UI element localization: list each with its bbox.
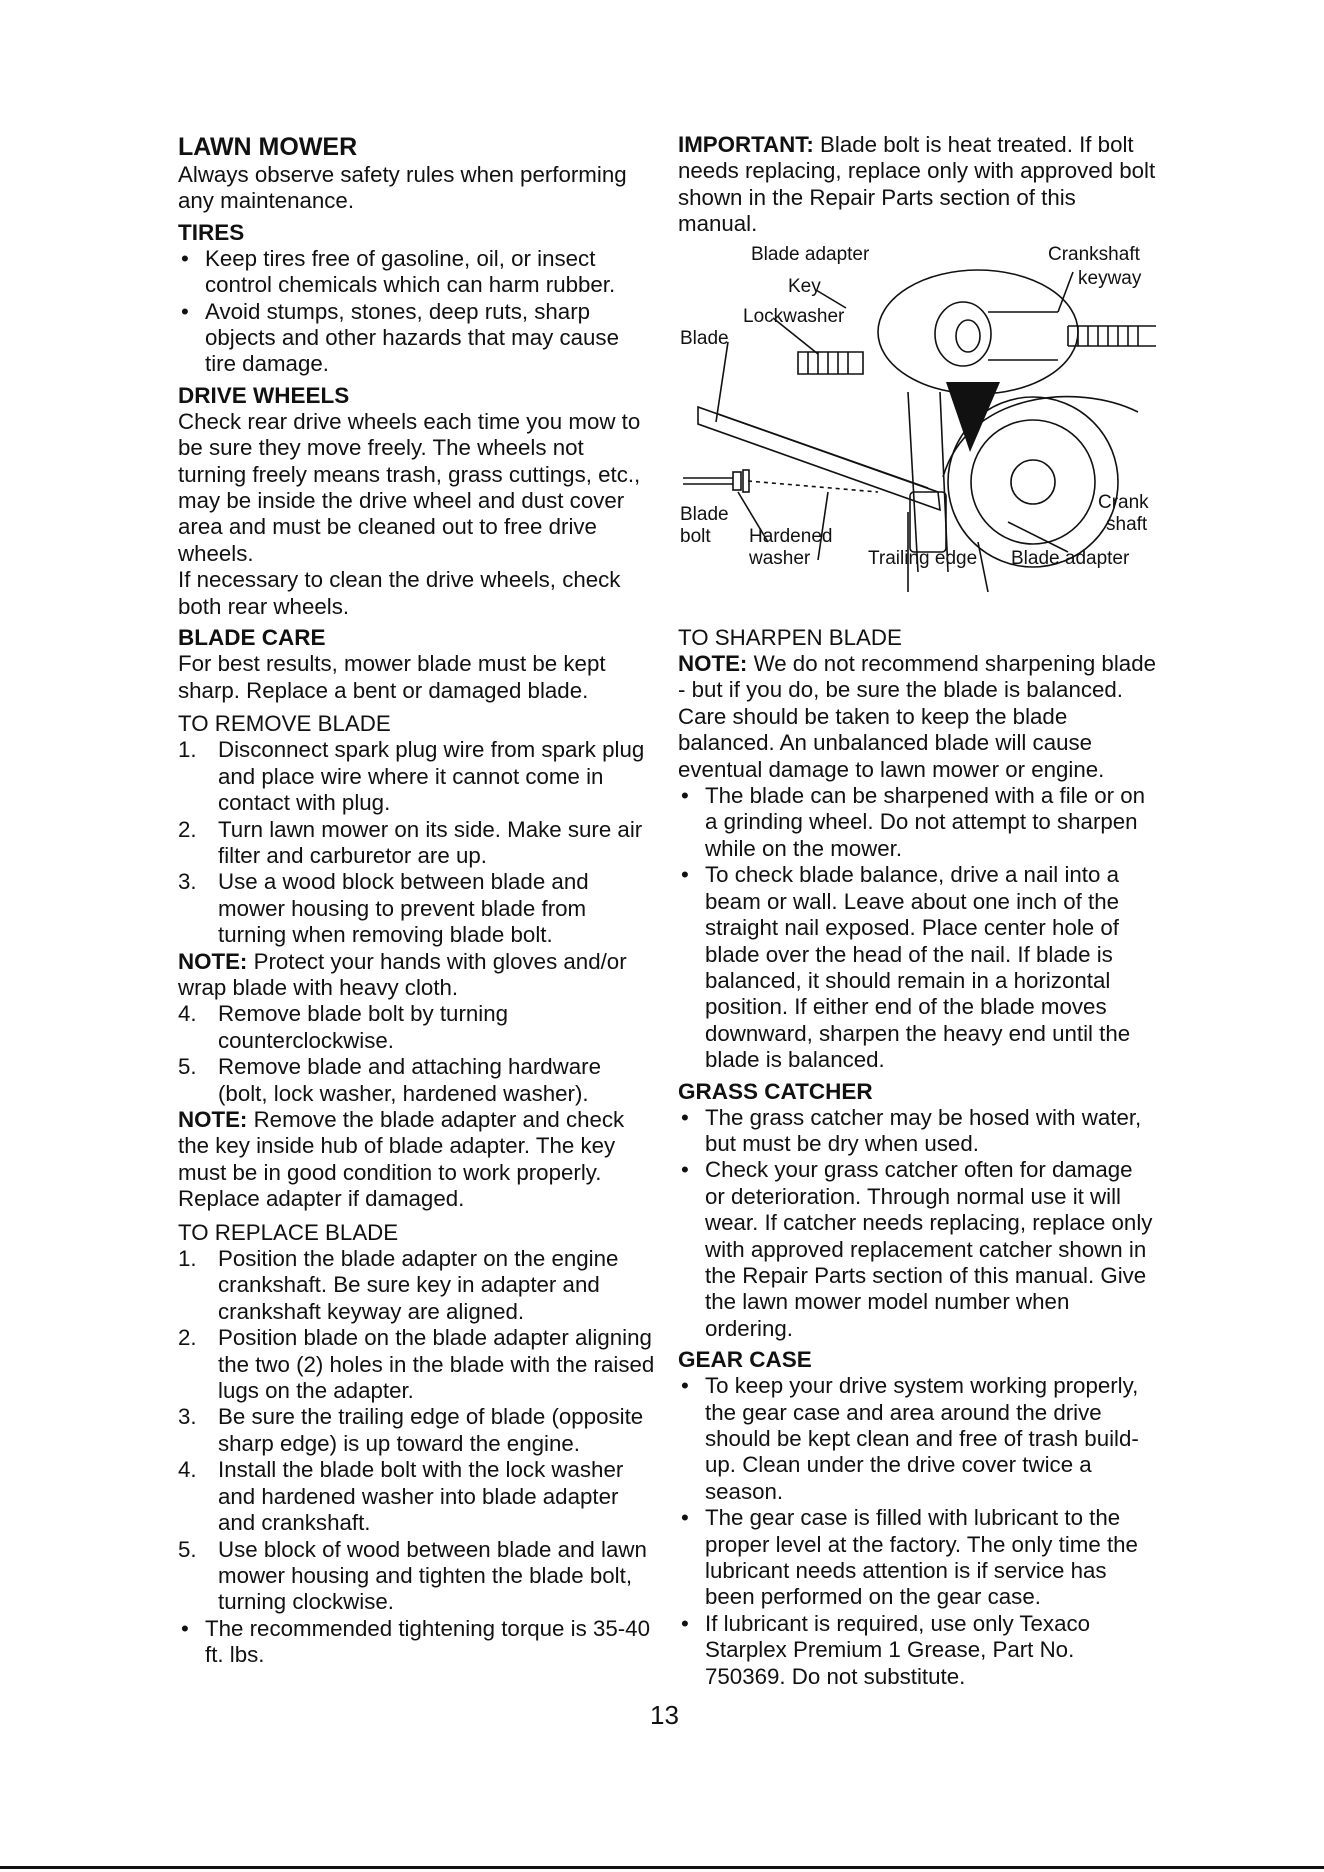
- label-crankshaft-keyway-2: keyway: [1078, 267, 1142, 289]
- note-label: NOTE:: [678, 651, 748, 677]
- heading-gear-case: GEAR CASE: [678, 1347, 812, 1373]
- detail-magnifier: [878, 270, 1078, 394]
- step-number: 3.: [178, 869, 197, 895]
- note-label: NOTE:: [178, 948, 248, 974]
- heading-tires: TIRES: [178, 219, 245, 245]
- remove-step-4: [178, 1001, 656, 1054]
- step-text: Remove blade and attaching hardware (bolt, lock washer, hardened washer).: [218, 1054, 602, 1106]
- page-bottom-border: [0, 1866, 1324, 1869]
- label-key: Key: [788, 275, 821, 297]
- zoom-pointer: [946, 382, 1000, 452]
- drive-wheels-paragraph-2: If necessary to clean the drive wheels, check both rear wheels.: [178, 567, 621, 619]
- label-blade-adapter-bottom: Blade adapter: [1011, 547, 1130, 569]
- important-notice: [678, 132, 1156, 238]
- step-number: 1.: [178, 1246, 197, 1272]
- section-title-lawn-mower: LAWN MOWER: [178, 133, 358, 161]
- step-text: Turn lawn mower on its side. Make sure air filter and carburetor are up.: [218, 816, 643, 868]
- note-text: We do not recommend sharpening blade - but if you do, be sure the blade is balanced. Care should be taken to keep the blade balanced. An unbalanced blade will cause eventual damage to lawn mower or engine.: [678, 651, 1156, 782]
- wheel-inner: [971, 420, 1095, 544]
- label-crankshaft-1: Crank: [1098, 491, 1149, 513]
- step-text: Position the blade adapter on the engine crankshaft. Be sure key in adapter and crankshaft keyway are aligned.: [218, 1246, 619, 1324]
- remove-note-1: [178, 949, 656, 1002]
- right-column: [678, 132, 1156, 1690]
- gear-case-bullet-3: • If lubricant is required, use only Texaco Starplex Premium 1 Grease, Part No. 750369. Do not substitute.: [678, 1611, 1156, 1690]
- sharpen-bullet-2: • To check blade balance, drive a nail into a beam or wall. Leave about one inch of the straight nail exposed. Place center hole of blade over the head of the nail. If blade is balanced, it should remain in a horizontal position. If either end of the blade moves downward, sharpen the heavy end until the blade is balanced.: [678, 862, 1156, 1073]
- step-text: Use a wood block between blade and mower housing to prevent blade from turning when removing blade bolt.: [218, 869, 589, 948]
- wheel-hub: [1011, 460, 1055, 504]
- step-text: Disconnect spark plug wire from spark plug and place wire where it cannot come in contact with plug.: [218, 737, 645, 816]
- label-blade-adapter-top: Blade adapter: [751, 243, 870, 265]
- step-number: 5.: [178, 1054, 197, 1080]
- remove-note-2: [178, 1107, 656, 1213]
- step-text: Use block of wood between blade and lawn mower housing and tighten the blade bolt, turning clockwise.: [218, 1536, 647, 1615]
- heading-sharpen-blade: TO SHARPEN BLADE: [678, 624, 902, 650]
- remove-step-1: [178, 737, 656, 816]
- label-lockwasher: Lockwasher: [743, 305, 845, 327]
- torque-bullet: • The recommended tightening torque is 35-40 ft. lbs.: [178, 1616, 656, 1669]
- blade-shape: [698, 407, 940, 510]
- remove-step-3: [178, 869, 656, 948]
- intro-text: Always observe safety rules when performing any maintenance.: [178, 162, 627, 214]
- step-number: 4.: [178, 1001, 197, 1027]
- remove-step-5: [178, 1054, 656, 1107]
- tires-bullet-1: • Keep tires free of gasoline, oil, or insect control chemicals which can harm rubber.: [178, 246, 656, 299]
- label-crankshaft-2: shaft: [1106, 513, 1148, 535]
- step-text: Install the blade bolt with the lock washer and hardened washer into blade adapter and crankshaft.: [218, 1457, 624, 1536]
- replace-step-5: [178, 1537, 656, 1616]
- replace-step-2: [178, 1325, 656, 1404]
- sharpen-bullet-1: • The blade can be sharpened with a file or on a grinding wheel. Do not attempt to sharpen while on the mower.: [678, 783, 1156, 862]
- step-number: 5.: [178, 1536, 197, 1562]
- remove-step-2: [178, 817, 656, 870]
- step-number: 1.: [178, 737, 197, 763]
- blade-assembly-diagram: [678, 242, 1156, 618]
- label-blade-bolt-1: Blade: [680, 503, 729, 525]
- step-text: Position blade on the blade adapter aligning the two (2) holes in the blade with the raised lugs on the adapter.: [218, 1325, 655, 1404]
- step-number: 2.: [178, 816, 197, 842]
- gear-case-bullet-1: • To keep your drive system working properly, the gear case and area around the drive should be kept clean and free of trash build-up. Clean under the drive cover twice a season.: [678, 1373, 1156, 1505]
- label-hardened-washer-2: washer: [749, 547, 811, 569]
- heading-remove-blade: TO REMOVE BLADE: [178, 710, 391, 736]
- step-number: 2.: [178, 1325, 197, 1351]
- label-blade-bolt-2: bolt: [680, 525, 711, 547]
- replace-step-4: [178, 1457, 656, 1536]
- heading-drive-wheels: DRIVE WHEELS: [178, 382, 350, 408]
- heading-replace-blade: TO REPLACE BLADE: [178, 1219, 399, 1245]
- left-column: [178, 132, 656, 1669]
- label-hardened-washer-1: Hardened: [749, 525, 833, 547]
- label-crankshaft-keyway-1: Crankshaft: [1048, 243, 1140, 265]
- page-number: 13: [650, 1700, 679, 1730]
- label-trailing-edge: Trailing edge: [868, 547, 978, 569]
- label-blade-top: Blade: [680, 327, 729, 349]
- note-text: Protect your hands with gloves and/or wrap blade with heavy cloth.: [178, 948, 627, 1000]
- blade-bolt-shape: [683, 478, 733, 484]
- gear-case-bullet-2: • The gear case is filled with lubricant to the proper level at the factory. The only time the lubricant needs attention is if service has been performed on the gear case.: [678, 1505, 1156, 1611]
- replace-step-3: [178, 1404, 656, 1457]
- grass-catcher-bullet-2: • Check your grass catcher often for damage or deterioration. Through normal use it will wear. If catcher needs replacing, replace only with approved replacement catcher shown in the Repair Parts section of this manual. Give the lawn mower model number when ordering.: [678, 1157, 1156, 1342]
- replace-step-1: [178, 1246, 656, 1325]
- step-text: Remove blade bolt by turning counterclockwise.: [218, 1001, 509, 1053]
- step-number: 3.: [178, 1404, 197, 1430]
- heading-blade-care: BLADE CARE: [178, 625, 326, 651]
- blade-care-paragraph: For best results, mower blade must be kept sharp. Replace a bent or damaged blade.: [178, 651, 606, 703]
- heading-grass-catcher: GRASS CATCHER: [678, 1078, 873, 1104]
- step-text: Be sure the trailing edge of blade (opposite sharp edge) is up toward the engine.: [218, 1404, 644, 1456]
- note-label: NOTE:: [178, 1107, 248, 1132]
- step-number: 4.: [178, 1457, 197, 1483]
- drive-wheels-paragraph-1: Check rear drive wheels each time you mow to be sure they move freely. The wheels not turning freely means trash, grass cuttings, etc., may be inside the drive wheel and dust cover area and must be cleaned out to free drive wheels.: [178, 408, 641, 566]
- note-text: Remove the blade adapter and check the key inside hub of blade adapter. The key must be in good condition to work properly. Replace adapter if damaged.: [178, 1107, 625, 1212]
- important-text: Blade bolt is heat treated. If bolt needs replacing, replace only with approved bolt shown in the Repair Parts section of this manual.: [678, 132, 1156, 237]
- tires-bullet-2: • Avoid stumps, stones, deep ruts, sharp objects and other hazards that may cause tire damage.: [178, 299, 656, 378]
- important-label: IMPORTANT:: [678, 132, 814, 157]
- sharpen-note: [678, 651, 1156, 783]
- grass-catcher-bullet-1: • The grass catcher may be hosed with water, but must be dry when used.: [678, 1105, 1156, 1158]
